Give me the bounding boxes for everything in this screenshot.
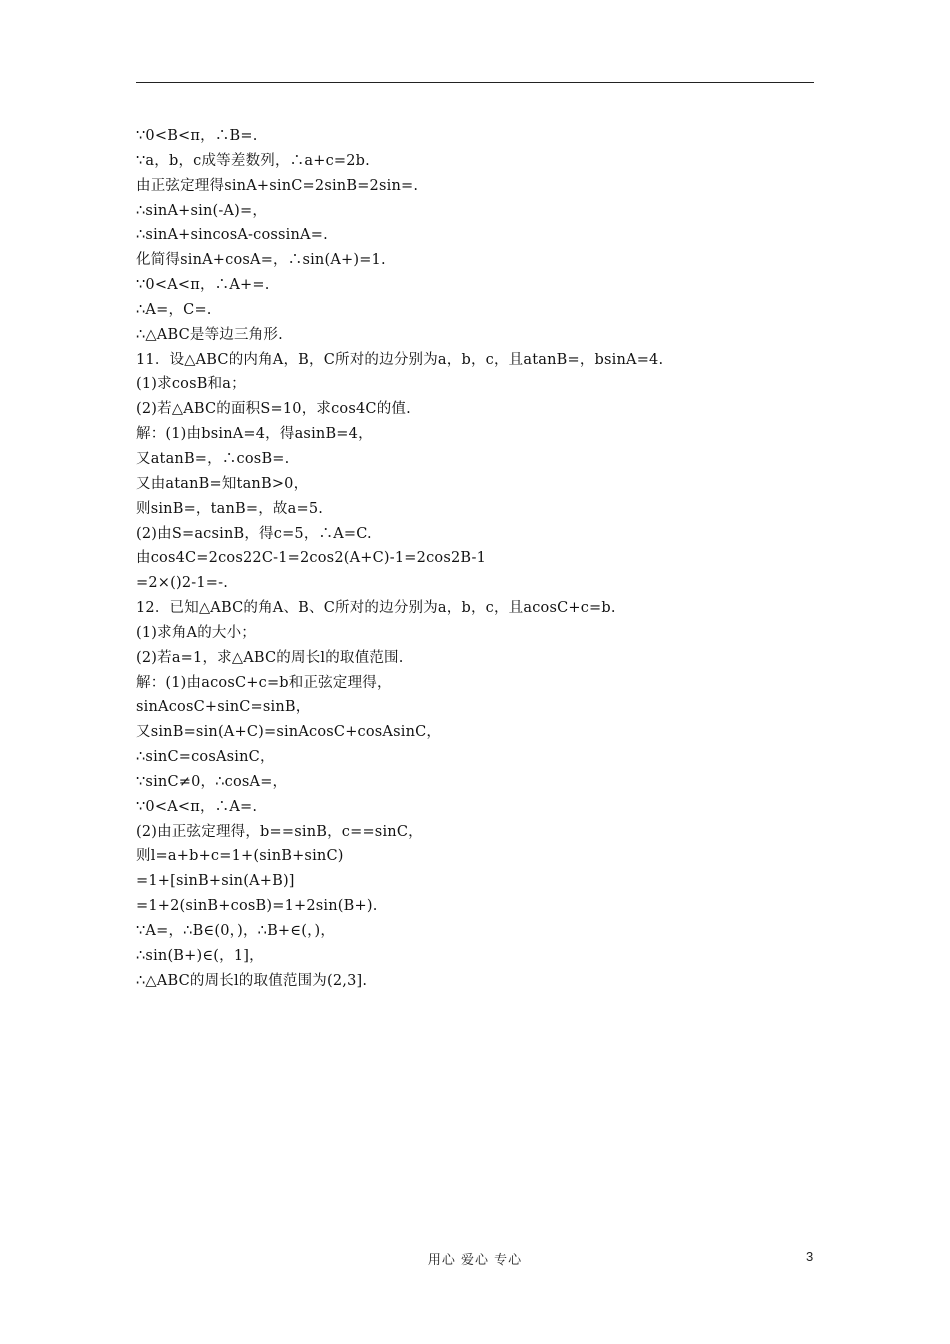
- text-line: ∵0<B<π，∴B=.: [136, 128, 258, 144]
- text-line: 由正弦定理得sinA+sinC=2sinB=2sin=.: [136, 177, 419, 194]
- text-line: (2)由正弦定理得，b==sinB，c==sinC，: [136, 823, 423, 840]
- text-line: (2)由S=acsinB，得c=5，∴A=C.: [136, 525, 372, 542]
- text-line: (1)求cosB和a；: [136, 376, 246, 393]
- text-line: ∴sinA+sincosA-cossinA=.: [136, 227, 328, 244]
- text-line: ∴sinA+sin(-A)=，: [136, 202, 268, 219]
- text-line: (1)求角A的大小；: [136, 624, 257, 641]
- text-line: ∴sin(B+)∈(，1]，: [136, 947, 264, 964]
- problem-12-statement: 12．已知△ABC的角A、B、C所对的边分别为a，b，c，且acosC+c=b.: [136, 600, 616, 617]
- text-line: 又由atanB=知tanB>0，: [136, 475, 309, 492]
- text-line: 由cos4C=2cos22C-1=2cos2(A+C)-1=2cos2B-1: [136, 550, 487, 567]
- text-line: 化简得sinA+cosA=，∴sin(A+)=1.: [136, 252, 386, 269]
- text-line: 则l=a+b+c=1+(sinB+sinC): [136, 848, 344, 865]
- text-line: 又sinB=sin(A+C)=sinAcosC+cosAsinC，: [136, 724, 442, 741]
- text-line: 又atanB=，∴cosB=.: [136, 450, 290, 467]
- footer-text: 用心 爱心 专心: [427, 1253, 523, 1268]
- text-line: =2×()2-1=-.: [136, 575, 229, 592]
- text-line: ∵0<A<π，∴A=.: [136, 798, 258, 815]
- text-line: 解：(1)由bsinA=4，得asinB=4，: [136, 426, 373, 443]
- text-line: =1+[sinB+sin(A+B)]: [136, 873, 295, 890]
- text-line: ∵sinC≠0，∴cosA=，: [136, 773, 288, 790]
- text-line: (2)若△ABC的面积S=10，求cos4C的值.: [136, 401, 411, 418]
- document-body: [136, 124, 816, 994]
- text-line: (2)若a=1，求△ABC的周长l的取值范围.: [136, 649, 404, 666]
- text-line: ∵a，b，c成等差数列，∴a+c=2b.: [136, 152, 370, 169]
- text-line: ∴△ABC是等边三角形.: [136, 326, 283, 343]
- text-line: =1+2(sinB+cosB)=1+2sin(B+).: [136, 898, 378, 915]
- text-line: 则sinB=，tanB=，故a=5.: [136, 500, 324, 517]
- text-line: ∵0<A<π，∴A+=.: [136, 277, 270, 294]
- text-line: ∵A=，∴B∈(0，)，∴B+∈(，)，: [136, 923, 336, 939]
- text-line: sinAcosC+sinC=sinB，: [136, 699, 311, 716]
- page-number: 3: [806, 1249, 814, 1264]
- problem-11-statement: 11．设△ABC的内角A，B，C所对的边分别为a，b，c，且atanB=，bsinA=4.: [136, 351, 664, 368]
- text-line: ∴A=，C=.: [136, 301, 212, 318]
- text-line: ∴△ABC的周长l的取值范围为(2,3].: [136, 972, 368, 989]
- text-line: ∴sinC=cosAsinC，: [136, 749, 275, 766]
- header-rule: [136, 82, 814, 83]
- text-line: 解：(1)由acosC+c=b和正弦定理得，: [136, 674, 392, 691]
